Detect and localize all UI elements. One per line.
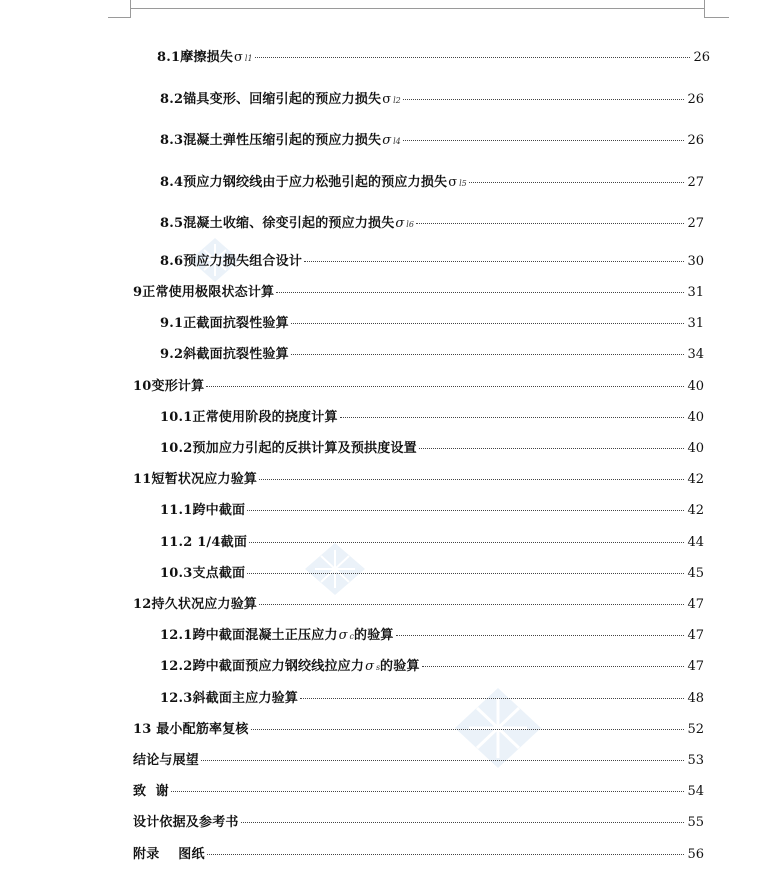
sigma-subscript: l2 xyxy=(393,96,401,105)
toc-entry-title: 10.3支点截面 xyxy=(160,566,246,581)
toc-entry-title: 9.1正截面抗裂性验算 xyxy=(160,316,289,331)
toc-entry-9-2[interactable] xyxy=(160,346,704,364)
toc-entry-11[interactable] xyxy=(133,471,704,489)
sigma-symbol: σ xyxy=(448,175,458,190)
dot-leader xyxy=(259,603,684,605)
toc-entry-title: 9正常使用极限状态计算 xyxy=(133,285,275,300)
toc-entry-title: 致 谢 xyxy=(133,784,169,799)
dot-leader xyxy=(340,416,684,418)
toc-entry-title: 12.1跨中截面混凝土正压应力 xyxy=(160,628,338,643)
toc-entry-title: 12.3斜截面主应力验算 xyxy=(160,691,299,706)
toc-entry-acknowledgements[interactable] xyxy=(133,783,704,801)
toc-entry-title: 11.2 1/4截面 xyxy=(160,535,248,550)
sigma-symbol: σ xyxy=(382,92,392,107)
toc-entry-12-3[interactable] xyxy=(160,690,704,708)
dot-leader xyxy=(416,222,684,224)
sigma-symbol: σ xyxy=(395,216,405,231)
toc-entry-title: 设计依据及参考书 xyxy=(133,815,239,830)
dot-leader xyxy=(206,385,684,387)
toc-entry-title: 8.3混凝土弹性压缩引起的预应力损失 xyxy=(160,133,382,148)
dot-leader xyxy=(201,759,684,761)
toc-page-number: 45 xyxy=(687,566,704,581)
dot-leader xyxy=(403,139,684,141)
toc-page-number: 40 xyxy=(687,441,704,456)
toc-page-number: 53 xyxy=(687,753,704,768)
dot-leader xyxy=(171,790,684,792)
toc-entry-title: 9.2斜截面抗裂性验算 xyxy=(160,347,289,362)
toc-entry-8-4[interactable] xyxy=(160,174,704,192)
toc-page-number: 40 xyxy=(687,379,704,394)
toc-entry-8-5[interactable] xyxy=(160,215,704,233)
toc-page-number: 26 xyxy=(693,50,710,65)
toc-entry-8-6[interactable] xyxy=(160,253,704,271)
dot-leader xyxy=(291,353,684,355)
toc-page-number: 30 xyxy=(687,254,704,269)
toc-entry-12-2[interactable] xyxy=(160,658,704,676)
dot-leader xyxy=(259,478,684,480)
toc-page-number: 44 xyxy=(687,535,704,550)
toc-entry-title: 结论与展望 xyxy=(133,753,200,768)
sigma-subscript: s xyxy=(375,663,381,672)
sigma-subscript: c xyxy=(349,632,355,641)
toc-page-number: 47 xyxy=(687,659,704,674)
toc-page-number: 52 xyxy=(687,722,704,737)
dot-leader xyxy=(255,56,690,58)
dot-leader xyxy=(241,821,684,823)
toc-entry-conclusion[interactable] xyxy=(133,752,704,770)
toc-entry-10-3[interactable] xyxy=(160,565,704,583)
sigma-subscript: l1 xyxy=(244,54,253,63)
dot-leader xyxy=(419,447,684,449)
toc-page-number: 31 xyxy=(687,316,704,331)
toc-entry-references[interactable] xyxy=(133,814,704,832)
toc-page-number: 27 xyxy=(687,175,704,190)
sigma-symbol: σ xyxy=(338,628,348,643)
toc-page-number: 27 xyxy=(687,216,704,231)
dot-leader xyxy=(396,634,684,636)
toc-entry-title: 12持久状况应力验算 xyxy=(133,597,258,612)
dot-leader xyxy=(249,541,684,543)
toc-entry-11-2[interactable] xyxy=(160,534,704,552)
sigma-symbol: σ xyxy=(365,659,374,674)
toc-page-number: 26 xyxy=(687,92,704,107)
toc-page-number: 56 xyxy=(687,847,704,862)
toc-page-number: 47 xyxy=(687,597,704,612)
toc-entry-title: 8.5混凝土收缩、徐变引起的预应力损失 xyxy=(160,216,395,231)
toc-page-number: 54 xyxy=(687,784,704,799)
dot-leader xyxy=(469,181,684,183)
toc-entry-title-tail: 的验算 xyxy=(354,628,394,643)
toc-entry-title: 8.4预应力钢绞线由于应力松弛引起的预应力损失 xyxy=(160,175,448,190)
dot-leader xyxy=(207,853,684,855)
toc-entry-8-3[interactable] xyxy=(160,132,704,150)
toc-entry-title: 10.2预加应力引起的反拱计算及预拱度设置 xyxy=(160,441,417,456)
dot-leader xyxy=(304,260,684,262)
toc-entry-13[interactable] xyxy=(133,721,704,739)
dot-leader xyxy=(422,665,684,667)
toc-entry-9[interactable] xyxy=(133,284,704,302)
dot-leader xyxy=(247,509,684,511)
toc-entry-title: 13 最小配筋率复核 xyxy=(133,722,249,737)
toc-entry-10[interactable] xyxy=(133,378,704,396)
toc-entry-title: 8.1摩擦损失 xyxy=(157,50,234,65)
toc-entry-title: 11.1跨中截面 xyxy=(160,503,246,518)
sigma-symbol: σ xyxy=(234,50,243,65)
toc-entry-title: 8.6预应力损失组合设计 xyxy=(160,254,303,269)
dot-leader xyxy=(300,697,684,699)
toc-entry-9-1[interactable] xyxy=(160,315,704,333)
toc-page-number: 48 xyxy=(687,691,704,706)
dot-leader xyxy=(251,728,684,730)
toc-entry-11-1[interactable] xyxy=(160,502,704,520)
sigma-symbol: σ xyxy=(382,133,392,148)
toc-entry-12[interactable] xyxy=(133,596,704,614)
toc-entry-10-1[interactable] xyxy=(160,409,704,427)
toc-entry-10-2[interactable] xyxy=(160,440,704,458)
toc-entry-8-2[interactable] xyxy=(160,91,704,109)
toc-page-number: 31 xyxy=(687,285,704,300)
dot-leader xyxy=(247,572,684,574)
toc-page-number: 42 xyxy=(687,472,704,487)
toc-entry-8-1[interactable] xyxy=(157,49,710,67)
dot-leader xyxy=(291,322,684,324)
toc-page-number: 55 xyxy=(687,815,704,830)
sigma-subscript: l4 xyxy=(393,137,401,146)
toc-page-number: 26 xyxy=(687,133,704,148)
toc-page-number: 47 xyxy=(687,628,704,643)
toc-page-number: 34 xyxy=(687,347,704,362)
toc-entry-title-tail: 的验算 xyxy=(380,659,420,674)
toc-entry-title: 附录 图纸 xyxy=(133,847,205,862)
sigma-subscript: l5 xyxy=(459,179,467,188)
toc-entry-title: 12.2跨中截面预应力钢绞线拉应力 xyxy=(160,659,365,674)
toc-page-number: 42 xyxy=(687,503,704,518)
dot-leader xyxy=(276,291,684,293)
toc-entry-appendix[interactable] xyxy=(133,846,704,864)
toc-entry-title: 8.2锚具变形、回缩引起的预应力损失 xyxy=(160,92,382,107)
sigma-subscript: l6 xyxy=(406,220,414,229)
dot-leader xyxy=(403,98,684,100)
toc-entry-title: 10变形计算 xyxy=(133,379,205,394)
toc-entry-title: 11短暂状况应力验算 xyxy=(133,472,258,487)
toc-page-number: 40 xyxy=(687,410,704,425)
toc-entry-title: 10.1正常使用阶段的挠度计算 xyxy=(160,410,338,425)
toc-entry-12-1[interactable] xyxy=(160,627,704,645)
